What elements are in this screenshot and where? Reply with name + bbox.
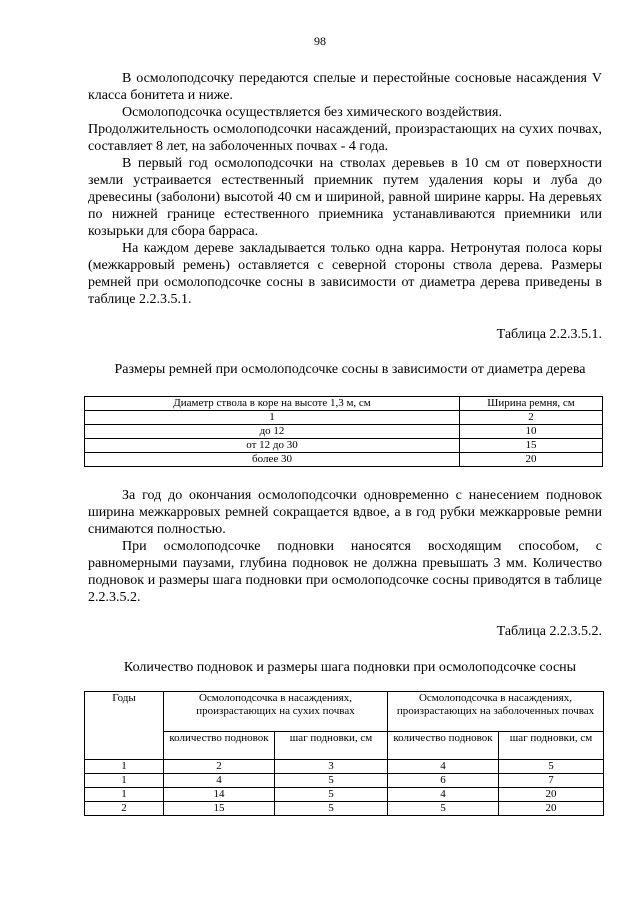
table-numbering-row: [85, 411, 603, 425]
table-cell: 4: [164, 774, 275, 788]
number-cell: 2: [164, 760, 275, 774]
table-cell: 1: [85, 774, 164, 788]
table-cell: до 12: [85, 425, 460, 439]
table-cell: от 12 до 30: [85, 439, 460, 453]
header-cell-dry: Осмолоподсочка в насаждениях, произрастающих на сухих почвах: [164, 692, 388, 732]
header-cell-wet: Осмолоподсочка в насаждениях, произрастающих на заболоченных почвах: [388, 692, 604, 732]
number-cell: 3: [275, 760, 388, 774]
table-row: [85, 453, 603, 467]
number-cell: 5: [499, 760, 604, 774]
table-cell: 4: [388, 788, 499, 802]
table-belt-width: [84, 396, 603, 467]
header-cell-years: Годы: [85, 692, 164, 760]
table-cell: 5: [275, 802, 388, 816]
table-cell: 7: [499, 774, 604, 788]
table1-title: Размеры ремней при осмолоподсочке сосны в зависимости от диаметра дерева: [114, 362, 586, 377]
number-cell: 1: [85, 760, 164, 774]
table-row: [85, 439, 603, 453]
subheader-cell: шаг подновки, см: [275, 732, 388, 760]
paragraph: За год до окончания осмолоподсочки одновременно с нанесением подновок ширина межкарровых ремней сокращается вдвое, а в год рубки межкарровые ремни снимаются полностью.: [88, 488, 602, 537]
table-cell: 5: [275, 774, 388, 788]
table-cell: 2: [85, 802, 164, 816]
subheader-cell: шаг подновки, см: [499, 732, 604, 760]
table-cell: более 30: [85, 453, 460, 467]
text-block-middle: [88, 487, 602, 606]
paragraph: В первый год осмолоподсочки на стволах деревьев в 10 см от поверхности земли устраивается естественный приемник путем удаления коры и луба до древесины (заболони) высотой 40 см и шириной, равной ширине карры. На деревьях по нижней границе естественного приемника устанавливаются приемники или козырьки для сбора барраса.: [88, 156, 602, 239]
table-cell: 14: [164, 788, 275, 802]
table-cell: 5: [388, 802, 499, 816]
table2-label: Таблица 2.2.3.5.2.: [496, 624, 602, 639]
table-row: [85, 802, 604, 816]
header-cell: Диаметр ствола в коре на высоте 1,3 м, см: [85, 397, 460, 411]
number-cell: 4: [388, 760, 499, 774]
number-cell: 2: [460, 411, 603, 425]
paragraph: Осмолоподсочка осуществляется без химического воздействия.: [122, 105, 502, 120]
table-header-row: [85, 692, 604, 732]
paragraph: На каждом дереве закладывается только одна карра. Нетронутая полоса коры (межкарровый ремень) оставляется с северной стороны ствола дерева. Размеры ремней при осмолоподсочке сосны в зависимости от диаметра дерева приведены в таблице 2.2.3.5.1.: [88, 241, 602, 307]
page-number: 98: [314, 34, 326, 48]
table-header-row: [85, 397, 603, 411]
table-cell: 1: [85, 788, 164, 802]
table-row: [85, 788, 604, 802]
table-cell: 20: [499, 802, 604, 816]
table-cell: 20: [499, 788, 604, 802]
paragraph: В осмолоподсочку передаются спелые и перестойные сосновые насаждения V класса бонитета и ниже.: [88, 71, 602, 103]
table-cell: 15: [460, 439, 603, 453]
table2-title: Количество подновок и размеры шага подновки при осмолоподсочке сосны: [123, 660, 577, 675]
table-row: [85, 774, 604, 788]
table-cell: 20: [460, 453, 603, 467]
table-cell: 15: [164, 802, 275, 816]
paragraph: Продолжительность осмолоподсочки насаждений, произрастающих на сухих почвах, составляет 8 лет, на заболоченных почвах - 4 года.: [88, 122, 602, 154]
number-cell: 1: [85, 411, 460, 425]
text-block-intro: [88, 70, 602, 308]
table-cell: 10: [460, 425, 603, 439]
table-row: [85, 425, 603, 439]
table-renewal-steps: [84, 691, 604, 816]
header-cell: Ширина ремня, см: [460, 397, 603, 411]
table1-label: Таблица 2.2.3.5.1.: [496, 327, 602, 342]
paragraph: При осмолоподсочке подновки наносятся восходящим способом, с равномерными паузами, глубина подновок не должна превышать 3 мм. Количество подновок и размеры шага подновки при осмолоподсочке сосны приводятся в таблице 2.2.3.5.2.: [88, 539, 602, 605]
table-cell: 5: [275, 788, 388, 802]
subheader-cell: количество подновок: [388, 732, 499, 760]
table-numbering-row: [85, 760, 604, 774]
subheader-cell: количество подновок: [164, 732, 275, 760]
table-cell: 6: [388, 774, 499, 788]
